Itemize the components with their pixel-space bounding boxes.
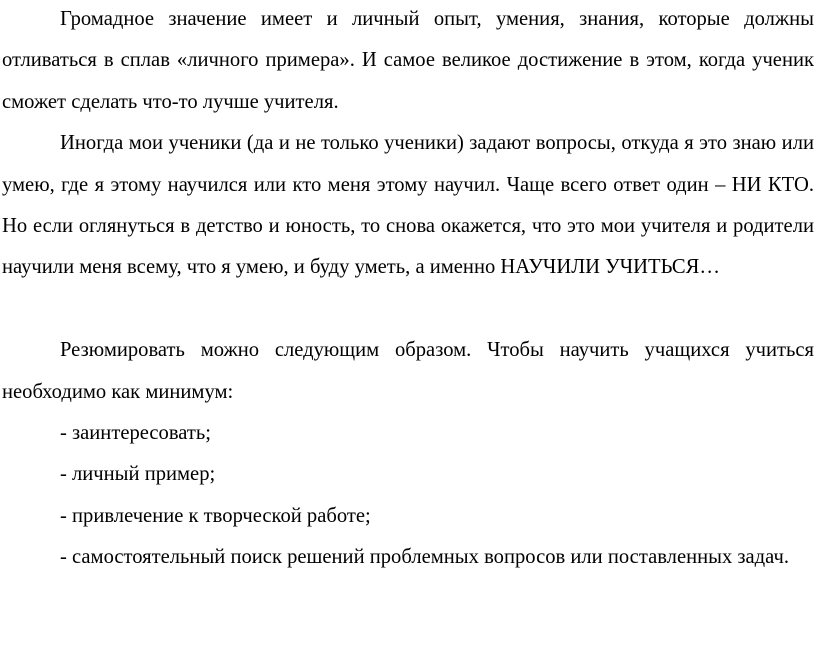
- list-item-creative-work: - привлечение к творческой работе;: [60, 504, 371, 527]
- paragraph-summary: Резюмировать можно следующим образом. Чтобы научить учащихся учиться необходимо как минимум:: [2, 339, 814, 403]
- paragraph-personal-example: Громадное значение имеет и личный опыт, умения, знания, которые должны отливаться в сплав «личного примера». И самое великое достижение в этом, когда ученик сможет сделать что-то лучше учителя.: [2, 8, 814, 113]
- list-item-independent-search: - самостоятельный поиск решений проблемных вопросов или поставленных задач.: [60, 546, 789, 569]
- paragraph-spacer: [2, 289, 814, 330]
- paragraph-learned-to-learn: Иногда мои ученики (да и не только ученики) задают вопросы, откуда я это знаю или умею, где я этому научился или кто меня этому научил. Чаще всего ответ один – НИ КТО. Но если оглянуться в детство и юность, то снова окажется, что это мои учителя и родители научили меня всему, что я умею, и буду уметь, а именно НАУЧИЛИ УЧИТЬСЯ…: [2, 132, 814, 279]
- list-item-interest: - заинтересовать;: [60, 422, 212, 445]
- list-item-personal-example: - личный пример;: [60, 463, 216, 486]
